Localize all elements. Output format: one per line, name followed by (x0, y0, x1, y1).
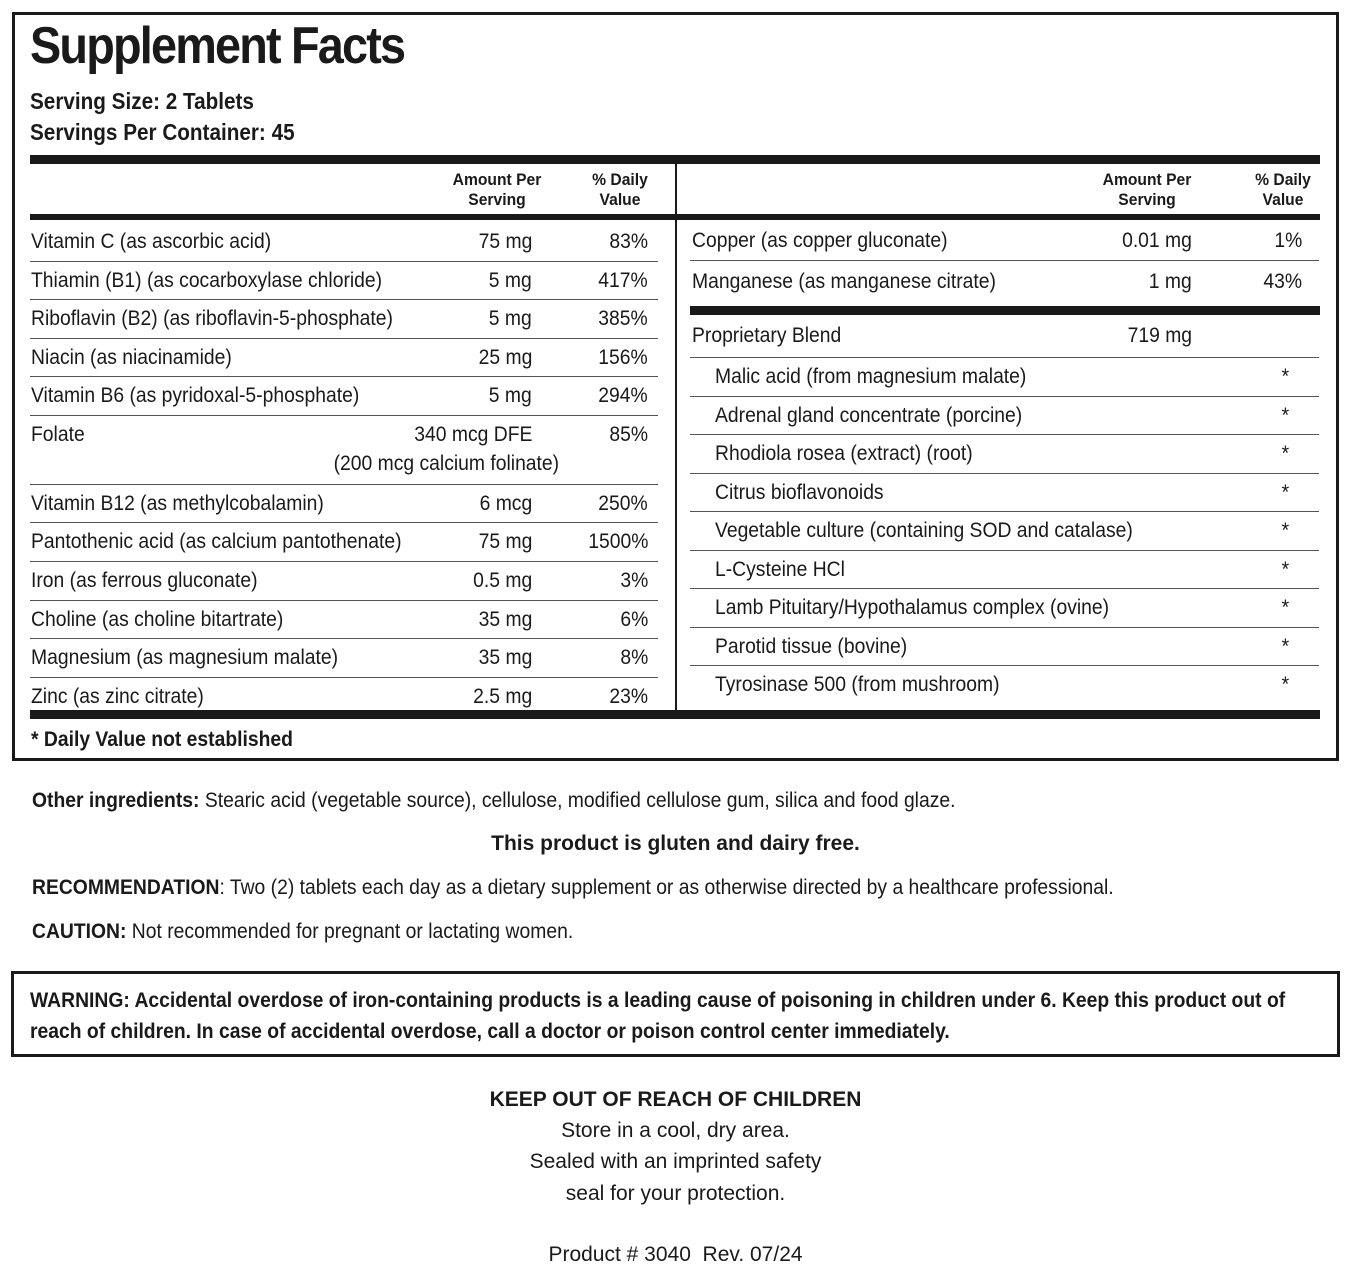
table-row (30, 263, 658, 301)
nutrient-name: Folate (31, 422, 85, 446)
blend-ingredient-row (690, 590, 1319, 628)
nutrient-amount: 0.5 mg (472, 569, 532, 592)
nutrient-name: Pantothenic acid (as calcium pantothenate) (31, 530, 402, 553)
nutrient-name: Citrus bioflavonoids (715, 480, 884, 504)
header-dv-line1: % Daily (592, 170, 648, 189)
nutrient-name: Vitamin B12 (as methylcobalamin) (31, 491, 324, 515)
nutrient-amount: 6 mcg (479, 491, 532, 515)
caution-label: CAUTION: (32, 920, 127, 943)
nutrient-daily-value: * (1281, 596, 1289, 619)
nutrient-amount: 719 mg (1127, 324, 1192, 347)
nutrient-name: Parotid tissue (bovine) (715, 634, 908, 658)
header-amount-line2: Serving (1118, 190, 1176, 209)
footnote: * Daily Value not established (31, 728, 293, 751)
product-number: Product # 3040 Rev. 07/24 (548, 1243, 803, 1266)
keep-out-notice: KEEP OUT OF REACH OF CHILDREN (489, 1088, 862, 1111)
caution-text: Not recommended for pregnant or lactating women. (126, 920, 574, 943)
nutrient-name: Niacin (as niacinamide) (31, 345, 232, 369)
recommendation-text: : Two (2) tablets each day as a dietary supplement or as otherwise directed by a healthcare professional. (219, 876, 1114, 899)
seal-note-line1: Sealed with an imprinted safety (529, 1150, 822, 1173)
nutrient-daily-value: 83% (609, 230, 648, 253)
table-row (30, 486, 658, 524)
nutrient-name: Copper (as copper gluconate) (692, 229, 948, 252)
divider-thick (690, 306, 1320, 315)
nutrient-daily-value: 385% (598, 307, 648, 330)
nutrient-amount: 5 mg (489, 307, 532, 330)
table-row (690, 223, 1319, 261)
table-row (30, 640, 658, 678)
header-dv (574, 170, 666, 210)
column-divider (675, 160, 677, 712)
other-ingredients-text: Stearic acid (vegetable source), cellulose, modified cellulose gum, silica and food glaze. (199, 789, 956, 812)
nutrient-name: Zinc (as zinc citrate) (31, 684, 204, 708)
table-row (30, 417, 658, 485)
nutrient-daily-value: 6% (620, 607, 648, 631)
header-dv-line2: Value (599, 190, 641, 209)
blend-ingredient-row (690, 513, 1319, 551)
nutrient-name: Iron (as ferrous gluconate) (31, 569, 258, 592)
storage-note: Store in a cool, dry area. (561, 1119, 790, 1142)
table-row (30, 224, 658, 262)
serving-size: Serving Size: 2 Tablets (30, 88, 254, 114)
nutrient-name: Magnesium (as magnesium malate) (31, 646, 339, 669)
nutrient-name: Malic acid (from magnesium malate) (715, 365, 1027, 388)
recommendation-label: RECOMMENDATION (32, 876, 220, 899)
nutrient-daily-value: 1500% (587, 530, 648, 553)
header-dv-right (1237, 170, 1329, 210)
nutrient-amount: 75 mg (478, 530, 532, 553)
nutrient-name: Proprietary Blend (692, 324, 842, 347)
nutrient-amount: 5 mg (489, 384, 532, 407)
nutrient-daily-value: 8% (620, 646, 648, 669)
nutrient-name: Rhodiola rosea (extract) (root) (715, 442, 973, 465)
nutrient-daily-value: 294% (598, 384, 648, 407)
nutrient-daily-value: * (1281, 403, 1289, 427)
nutrient-amount: 340 mcg DFE (413, 422, 532, 446)
nutrient-name: Vitamin C (as ascorbic acid) (31, 230, 272, 253)
table-row (30, 563, 658, 601)
header-dv-line1: % Daily (1255, 170, 1311, 189)
table-row (30, 378, 658, 416)
table-row (30, 340, 658, 378)
nutrient-daily-value: 23% (609, 684, 648, 708)
table-row (690, 264, 1319, 304)
blend-ingredient-row (690, 359, 1319, 397)
other-ingredients (32, 789, 956, 813)
header-amount (442, 170, 552, 210)
blend-ingredient-row (690, 398, 1319, 436)
nutrient-amount: 0.01 mg (1122, 229, 1192, 252)
nutrient-amount: 2.5 mg (472, 684, 532, 708)
nutrient-name: Lamb Pituitary/Hypothalamus complex (ovine) (715, 596, 1110, 619)
nutrient-daily-value: * (1281, 634, 1289, 658)
blend-ingredient-row (690, 475, 1319, 513)
nutrient-name: L-Cysteine HCl (715, 557, 845, 581)
nutrient-daily-value: 156% (598, 345, 648, 369)
recommendation (32, 876, 1114, 900)
nutrient-amount: 5 mg (489, 268, 532, 292)
servings-per-container: Servings Per Container: 45 (30, 119, 295, 145)
table-row (30, 679, 658, 717)
nutrient-daily-value: 250% (598, 491, 648, 515)
nutrient-daily-value: 85% (609, 422, 648, 446)
divider-thick (677, 214, 1320, 220)
table-row (30, 301, 658, 339)
table-row (30, 602, 658, 640)
nutrient-daily-value: * (1281, 557, 1289, 581)
blend-ingredient-row (690, 667, 1319, 705)
nutrient-name: Vegetable culture (containing SOD and catalase) (715, 519, 1133, 542)
nutrient-daily-value: 43% (1263, 270, 1302, 293)
blend-ingredient-row (690, 552, 1319, 590)
nutrient-daily-value: * (1281, 673, 1289, 696)
nutrient-name: Choline (as choline bitartrate) (31, 607, 284, 631)
nutrient-name: Adrenal gland concentrate (porcine) (715, 403, 1023, 427)
nutrient-name: Thiamin (B1) (as cocarboxylase chloride) (31, 268, 383, 292)
nutrient-daily-value: 1% (1274, 229, 1302, 252)
nutrient-amount: 35 mg (478, 607, 532, 631)
caution (32, 920, 573, 944)
proprietary-blend-row (690, 318, 1319, 358)
warning-text: WARNING: Accidental overdose of iron-containing products is a leading cause of poisoning in children under 6. Keep this product out of reach of children. In case of accidental overdose, call a doctor or poison control center immediately. (30, 989, 1286, 1043)
blend-ingredient-row (690, 436, 1319, 474)
nutrient-daily-value: 417% (598, 268, 648, 292)
header-amount-line1: Amount Per (452, 170, 542, 189)
nutrient-amount: 1 mg (1149, 270, 1192, 293)
nutrient-daily-value: 3% (620, 569, 648, 592)
nutrient-name: Vitamin B6 (as pyridoxal-5-phosphate) (31, 384, 360, 407)
nutrient-amount: 25 mg (478, 345, 532, 369)
seal-note-line2: seal for your protection. (565, 1182, 786, 1205)
nutrient-amount: 35 mg (478, 646, 532, 669)
blend-ingredient-row (690, 629, 1319, 667)
divider-thick (30, 214, 675, 220)
nutrient-amount: 75 mg (478, 230, 532, 253)
nutrient-subnote: (200 mcg calcium folinate) (333, 451, 559, 475)
nutrient-daily-value: * (1281, 442, 1289, 465)
table-row (30, 524, 658, 562)
header-amount-line2: Serving (468, 190, 526, 209)
gluten-statement: This product is gluten and dairy free. (491, 832, 860, 855)
nutrient-daily-value: * (1281, 365, 1289, 388)
nutrient-name: Tyrosinase 500 (from mushroom) (715, 673, 1000, 696)
nutrient-daily-value: * (1281, 480, 1289, 504)
nutrient-daily-value: * (1281, 519, 1289, 542)
header-amount-right (1092, 170, 1202, 210)
header-dv-line2: Value (1262, 190, 1304, 209)
other-ingredients-label: Other ingredients: (32, 789, 200, 812)
nutrient-name: Manganese (as manganese citrate) (692, 270, 996, 293)
header-amount-line1: Amount Per (1102, 170, 1192, 189)
panel-title: Supplement Facts (30, 17, 405, 75)
nutrient-name: Riboflavin (B2) (as riboflavin-5-phosphate) (31, 307, 393, 330)
